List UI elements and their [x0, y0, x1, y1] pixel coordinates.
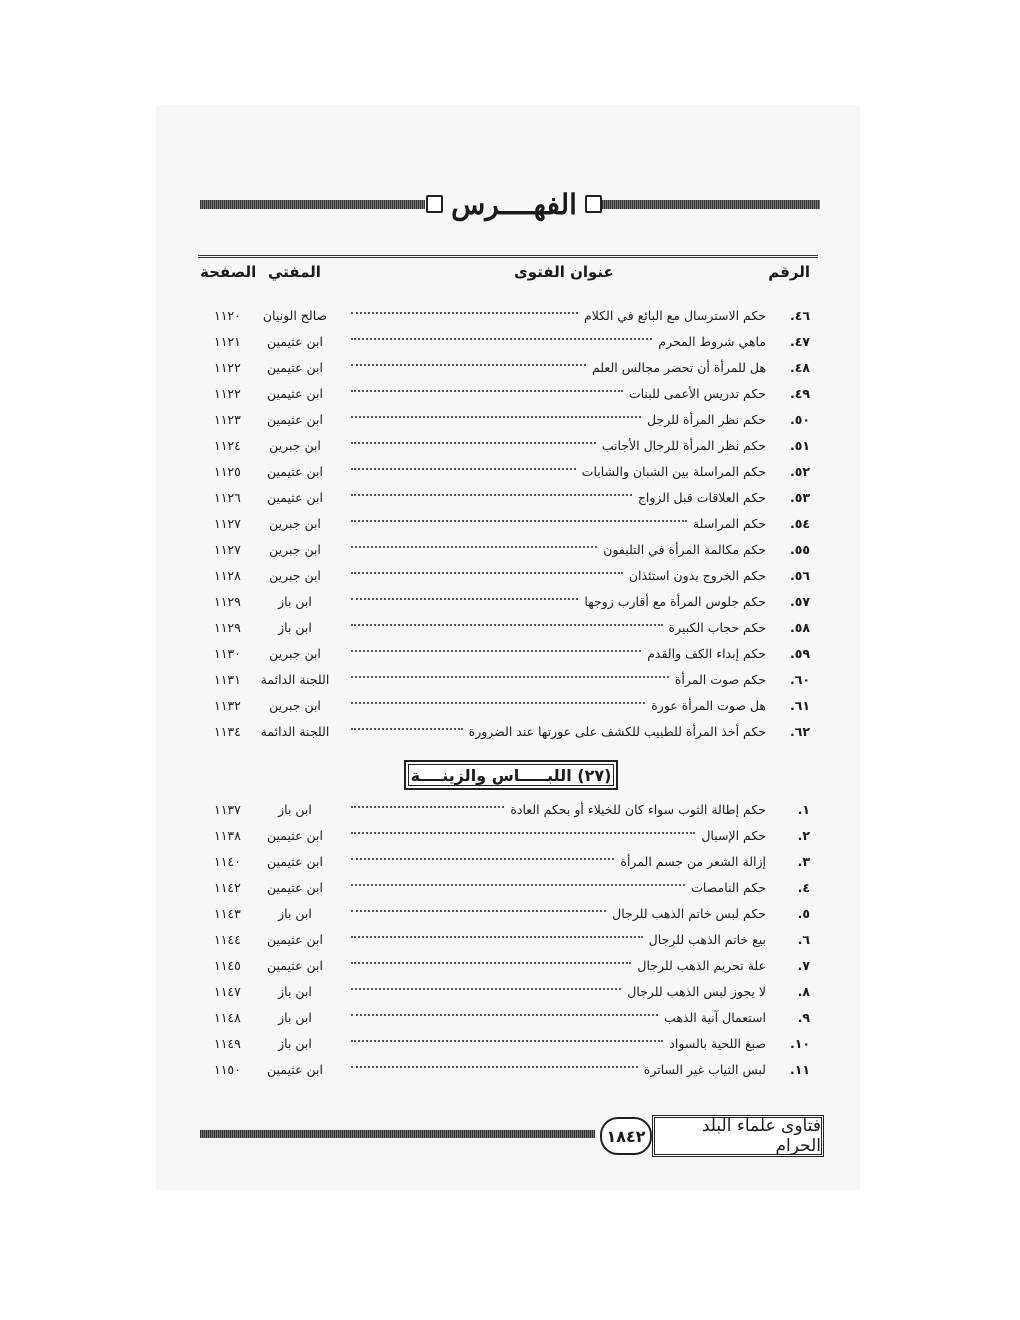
dot-leader [351, 936, 643, 938]
entry-page: ١١٢١ [214, 334, 241, 349]
entry-number: ٥٢. [789, 464, 810, 479]
dot-leader [351, 520, 687, 522]
entry-title: حكم الاسترسال مع البائع في الكلام [583, 308, 766, 323]
header-mufti: المفتي [268, 263, 321, 281]
entry-number: ٥٧. [789, 594, 810, 609]
entry-page: ١١٢٠ [214, 308, 241, 323]
list-item [198, 356, 818, 382]
entry-page: ١١٢٦ [214, 490, 241, 505]
entry-number: ٥٥. [789, 542, 810, 557]
list-item [198, 928, 818, 954]
entry-mufti: ابن باز [278, 984, 312, 999]
list-item [198, 850, 818, 876]
dot-leader [351, 910, 606, 912]
title-rule-left [200, 200, 425, 209]
entry-number: ٤. [797, 880, 810, 895]
dot-leader [351, 884, 685, 886]
entry-title: حكم إبداء الكف والقدم [647, 646, 766, 661]
index-list-1 [198, 304, 818, 746]
entry-number: ٦٠. [789, 672, 810, 687]
dot-leader [351, 1066, 638, 1068]
entry-page: ١١٢٤ [214, 438, 241, 453]
title-bar [200, 185, 820, 223]
page-footer [200, 1115, 820, 1155]
entry-title: حكم نظر المرأة للرجل [647, 412, 766, 427]
list-item [198, 512, 818, 538]
dot-leader [351, 572, 623, 574]
dot-leader [351, 546, 597, 548]
entry-number: ٦١. [789, 698, 810, 713]
entry-mufti: ابن باز [278, 1036, 312, 1051]
dot-leader [351, 390, 623, 392]
dot-leader [351, 650, 641, 652]
list-item [198, 538, 818, 564]
entry-page: ١١٢٢ [214, 360, 241, 375]
list-item [198, 668, 818, 694]
entry-mufti: ابن باز [278, 620, 312, 635]
dot-leader [351, 728, 463, 730]
page-title-text: الفهــــرس [451, 187, 577, 221]
entry-number: ٥١. [789, 438, 810, 453]
entry-number: ٧. [797, 958, 810, 973]
list-item [198, 902, 818, 928]
entry-mufti: ابن عثيمين [267, 958, 323, 973]
list-item [198, 460, 818, 486]
entry-page: ١١٣٠ [214, 646, 241, 661]
entry-title: حكم تدريس الأعمى للبنات [628, 386, 766, 401]
page-number: ١٨٤٢ [600, 1117, 652, 1155]
entry-title: حكم الإسبال [701, 828, 766, 843]
entry-page: ١١٢٩ [214, 620, 241, 635]
dot-leader [351, 338, 652, 340]
entry-title: حكم المراسلة [692, 516, 766, 531]
entry-mufti: ابن عثيمين [267, 386, 323, 401]
entry-mufti: ابن باز [278, 906, 312, 921]
entry-title: حكم المراسلة بين الشبان والشابات [581, 464, 766, 479]
entry-page: ١١٤٧ [214, 984, 241, 999]
list-item [198, 876, 818, 902]
entry-number: ٣. [797, 854, 810, 869]
entry-page: ١١٥٠ [214, 1062, 241, 1077]
entry-number: ٦٢. [789, 724, 810, 739]
entry-page: ١١٣٧ [214, 802, 241, 817]
dot-leader [351, 858, 614, 860]
list-item [198, 590, 818, 616]
list-item [198, 642, 818, 668]
entry-number: ٨. [797, 984, 810, 999]
entry-title: حكم الخروج بدون استئذان [628, 568, 766, 583]
entry-mufti: ابن عثيمين [267, 1062, 323, 1077]
entry-number: ٩. [797, 1010, 810, 1025]
entry-page: ١١٢٧ [214, 516, 241, 531]
entry-number: ١١. [789, 1062, 810, 1077]
entry-page: ١١٢٧ [214, 542, 241, 557]
list-item [198, 1058, 818, 1084]
entry-number: ٤٩. [789, 386, 810, 401]
book-title: فتاوى علماء البلد الحرام [652, 1115, 824, 1157]
entry-page: ١١٤٩ [214, 1036, 241, 1051]
entry-mufti: صالح الونيان [262, 308, 328, 323]
section-heading [404, 760, 618, 790]
entry-title: حكم جلوس المرأة مع أقارب زوجها [584, 594, 766, 609]
entry-title: صبغ اللحية بالسواد [669, 1036, 766, 1051]
list-item [198, 382, 818, 408]
list-item [198, 980, 818, 1006]
dot-leader [351, 676, 669, 678]
square-ornament-icon [426, 195, 443, 213]
entry-page: ١١٣٢ [214, 698, 241, 713]
square-ornament-icon [585, 195, 602, 213]
header-divider [198, 255, 818, 261]
entry-title: هل للمرأة أن تحضر مجالس العلم [591, 360, 766, 375]
entry-number: ٤٧. [789, 334, 810, 349]
entry-mufti: ابن باز [278, 802, 312, 817]
footer-rule [200, 1130, 595, 1138]
entry-number: ٥٩. [789, 646, 810, 661]
entry-mufti: ابن عثيمين [267, 490, 323, 505]
entry-title: استعمال آنية الذهب [664, 1010, 766, 1025]
page-title [426, 185, 602, 223]
entry-page: ١١٤٣ [214, 906, 241, 921]
dot-leader [351, 364, 586, 366]
section-heading-text: (٢٧) اللبـــــاس والزينــــة [410, 765, 612, 785]
entry-title: إزالة الشعر من جسم المرأة [620, 854, 766, 869]
entry-mufti: ابن جبرين [269, 542, 321, 557]
entry-mufti: ابن جبرين [269, 646, 321, 661]
list-item [198, 720, 818, 746]
header-number: الرقم [768, 263, 810, 281]
list-item [198, 564, 818, 590]
entry-mufti: ابن عثيمين [267, 464, 323, 479]
entry-title: هل صوت المرأة عورة [651, 698, 766, 713]
header-title: عنوان الفتوى [514, 263, 614, 281]
entry-page: ١١٢٨ [214, 568, 241, 583]
entry-mufti: اللجنة الدائمة [260, 672, 330, 687]
entry-title: حكم النامصات [691, 880, 766, 895]
list-item [198, 304, 818, 330]
dot-leader [351, 1040, 663, 1042]
entry-page: ١١٢٢ [214, 386, 241, 401]
dot-leader [351, 416, 641, 418]
column-headers [198, 263, 818, 289]
entry-number: ٤٨. [789, 360, 810, 375]
entry-page: ١١٤٢ [214, 880, 241, 895]
entry-page: ١١٤٠ [214, 854, 241, 869]
list-item [198, 1032, 818, 1058]
entry-mufti: ابن جبرين [269, 438, 321, 453]
dot-leader [351, 624, 663, 626]
entry-number: ١. [797, 802, 810, 817]
entry-page: ١١٤٥ [214, 958, 241, 973]
list-item [198, 408, 818, 434]
dot-leader [351, 988, 621, 990]
entry-title: حكم إطالة الثوب سواء كان للخيلاء أو بحكم العادة [510, 802, 766, 817]
entry-mufti: ابن باز [278, 594, 312, 609]
entry-number: ١٠. [789, 1036, 810, 1051]
entry-page: ١١٢٥ [214, 464, 241, 479]
entry-title: حكم حجاب الكبيرة [668, 620, 766, 635]
entry-title: علة تحريم الذهب للرجال [637, 958, 766, 973]
entry-mufti: ابن عثيمين [267, 828, 323, 843]
entry-number: ٥٦. [789, 568, 810, 583]
entry-title: بيع خاتم الذهب للرجال [648, 932, 766, 947]
entry-title: حكم مكالمة المرأة في التليفون [603, 542, 766, 557]
list-item [198, 824, 818, 850]
entry-mufti: ابن جبرين [269, 698, 321, 713]
list-item [198, 1006, 818, 1032]
entry-number: ٤٦. [789, 308, 810, 323]
entry-title: حكم صوت المرأة [674, 672, 766, 687]
dot-leader [351, 1014, 658, 1016]
entry-title: لبس الثياب غير الساترة [643, 1062, 766, 1077]
dot-leader [351, 832, 695, 834]
entry-title: حكم العلاقات قبل الزواج [637, 490, 766, 505]
entry-title: حكم أخذ المرأة للطبيب للكشف على عورتها عند الضرورة [468, 724, 766, 739]
entry-number: ٥٤. [789, 516, 810, 531]
entry-mufti: ابن عثيمين [267, 412, 323, 427]
list-item [198, 694, 818, 720]
entry-page: ١١٤٨ [214, 1010, 241, 1025]
dot-leader [351, 962, 631, 964]
entry-title: حكم لبس خاتم الذهب للرجال [612, 906, 766, 921]
entry-number: ٥٠. [789, 412, 810, 427]
dot-leader [351, 468, 576, 470]
entry-mufti: ابن عثيمين [267, 334, 323, 349]
entry-page: ١١٣١ [214, 672, 241, 687]
dot-leader [351, 312, 578, 314]
dot-leader [351, 494, 632, 496]
index-list-2 [198, 798, 818, 1084]
dot-leader [351, 442, 596, 444]
list-item [198, 434, 818, 460]
list-item [198, 954, 818, 980]
entry-mufti: ابن باز [278, 1010, 312, 1025]
entry-mufti: ابن عثيمين [267, 854, 323, 869]
entry-title: ماهي شروط المحرم [658, 334, 766, 349]
entry-page: ١١٤٤ [214, 932, 241, 947]
entry-mufti: ابن عثيمين [267, 932, 323, 947]
entry-page: ١١٣٤ [214, 724, 241, 739]
entry-number: ٥٨. [789, 620, 810, 635]
dot-leader [351, 806, 504, 808]
dot-leader [351, 702, 645, 704]
entry-page: ١١٣٨ [214, 828, 241, 843]
entry-mufti: ابن جبرين [269, 568, 321, 583]
header-page: الصفحة [200, 263, 257, 281]
entry-page: ١١٢٩ [214, 594, 241, 609]
entry-number: ٥٣. [789, 490, 810, 505]
entry-mufti: ابن عثيمين [267, 880, 323, 895]
entry-number: ٢. [797, 828, 810, 843]
entry-page: ١١٢٣ [214, 412, 241, 427]
list-item [198, 798, 818, 824]
entry-title: حكم نظر المرأة للرجال الأجانب [601, 438, 766, 453]
title-rule-right [602, 200, 820, 209]
list-item [198, 486, 818, 512]
entry-mufti: ابن جبرين [269, 516, 321, 531]
entry-title: لا يجوز لبس الذهب للرجال [627, 984, 766, 999]
dot-leader [351, 598, 578, 600]
entry-mufti: ابن عثيمين [267, 360, 323, 375]
list-item [198, 616, 818, 642]
entry-mufti: اللجنة الدائمة [260, 724, 330, 739]
entry-number: ٥. [797, 906, 810, 921]
list-item [198, 330, 818, 356]
entry-number: ٦. [797, 932, 810, 947]
